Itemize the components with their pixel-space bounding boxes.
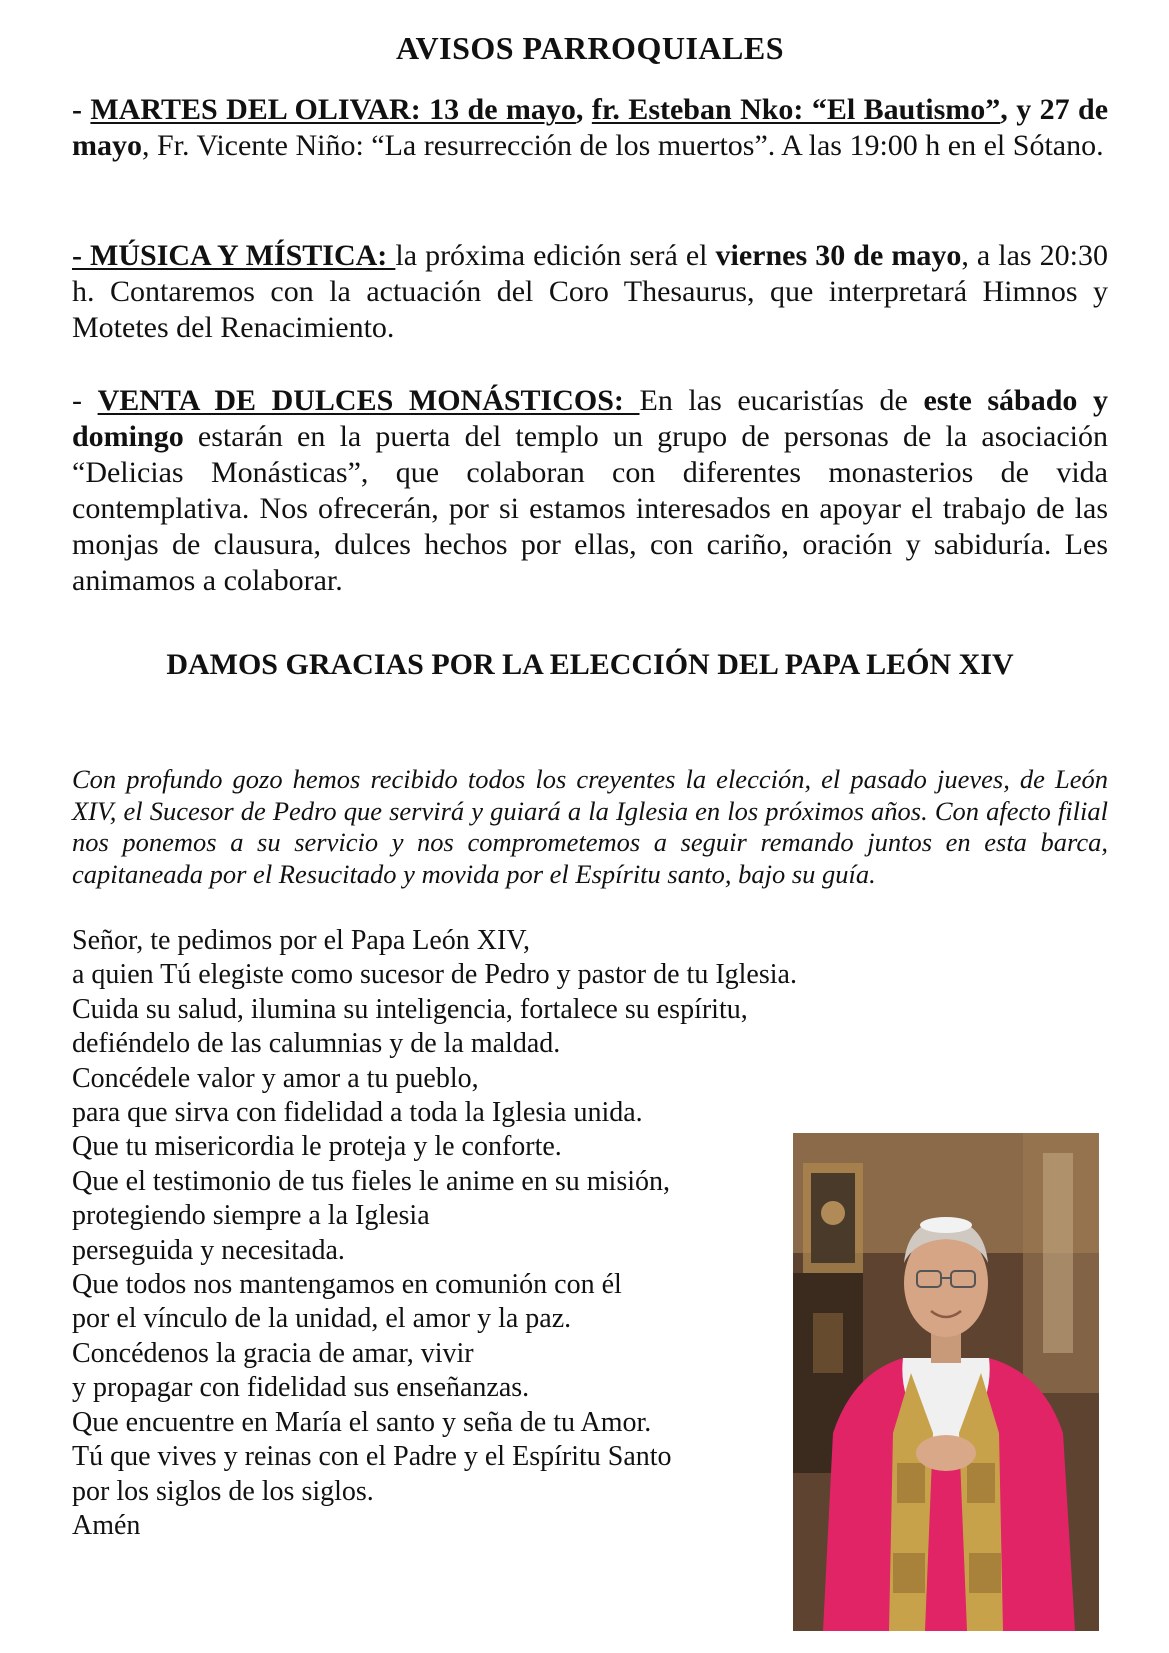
prayer-line: Tú que vives y reinas con el Padre y el Espíritu Santo bbox=[72, 1441, 672, 1473]
prayer-line: protegiendo siempre a la Iglesia bbox=[72, 1200, 430, 1232]
prayer-line: Concédenos la gracia de amar, vivir bbox=[72, 1337, 474, 1369]
notice-venta-dulces bbox=[72, 383, 1108, 599]
prayer-line: perseguida y necesitada. bbox=[72, 1234, 345, 1266]
notice-speaker: fr. Esteban Nko: “El Bautismo” bbox=[591, 93, 1001, 126]
prayer-line: por los siglos de los siglos. bbox=[72, 1475, 374, 1507]
notice-separator: , y bbox=[1000, 93, 1040, 126]
prayer-line: Que el testimonio de tus fieles le anime en su misión, bbox=[72, 1165, 670, 1197]
notice-dash: - bbox=[72, 384, 98, 417]
notice-heading: - MÚSICA Y MÍSTICA: bbox=[72, 239, 396, 272]
notice-text: estarán en la puerta del templo un grupo de personas de la asociación “Delicias Monásticas”, que colaboran con diferentes monasterios de vida contemplativa. Nos ofrecerán, por si estamos interesados en apoyar el trabajo de las monjas de clausura, dulces hechos por ellas, con cariño, oración y sabiduría. Les animamos a colaborar. bbox=[72, 420, 1108, 597]
pope-portrait-image bbox=[793, 1133, 1099, 1631]
page-title: AVISOS PARROQUIALES bbox=[396, 30, 784, 66]
notice-text: En las eucaristías de bbox=[639, 384, 924, 417]
notice-heading: MARTES DEL OLIVAR: 13 de mayo bbox=[90, 93, 576, 126]
prayer-line: Amén bbox=[72, 1509, 141, 1541]
prayer-line: por el vínculo de la unidad, el amor y la paz. bbox=[72, 1303, 572, 1335]
notice-martes-del-olivar bbox=[72, 92, 1108, 164]
prayer-line: Concédele valor y amor a tu pueblo, bbox=[72, 1062, 479, 1094]
notice-date: 27 de mayo bbox=[72, 93, 1109, 162]
prayer-line: a quien Tú elegiste como sucesor de Pedro y pastor de tu Iglesia. bbox=[72, 959, 797, 991]
notice-separator: , bbox=[575, 93, 592, 126]
notice-musica-y-mistica bbox=[72, 238, 1108, 346]
notice-heading: VENTA DE DULCES MONÁSTICOS: bbox=[97, 384, 640, 417]
notice-text: , Fr. Vicente Niño: “La resurrección de los muertos”. A las 19:00 h en el Sótano. bbox=[142, 129, 1104, 162]
notice-text: la próxima edición será el bbox=[395, 239, 716, 272]
pope-photo bbox=[793, 1133, 1099, 1631]
prayer-line: y propagar con fidelidad sus enseñanzas. bbox=[72, 1372, 530, 1404]
section-title: DAMOS GRACIAS POR LA ELECCIÓN DEL PAPA LEÓN XIV bbox=[166, 648, 1014, 681]
intro-paragraph: Con profundo gozo hemos recibido todos los creyentes la elección, el pasado jueves, de León XIV, el Sucesor de Pedro que servirá y guiará a la Iglesia en los próximos años. Con afecto filial nos ponemos a su servicio y nos comprometemos a seguir remando juntos en esta barca, capitaneada por el Resucitado y movida por el Espíritu santo, bajo su guía. bbox=[72, 764, 1108, 889]
prayer-line: defiéndelo de las calumnias y de la maldad. bbox=[72, 1028, 561, 1060]
prayer-line: Que tu misericordia le proteja y le conforte. bbox=[72, 1131, 562, 1163]
prayer-line: Señor, te pedimos por el Papa León XIV, bbox=[72, 925, 530, 956]
notice-date: viernes 30 de mayo bbox=[715, 239, 962, 272]
notice-dash: - bbox=[72, 93, 91, 126]
prayer-line: Que encuentre en María el santo y seña de tu Amor. bbox=[72, 1406, 652, 1438]
prayer-line: para que sirva con fidelidad a toda la Iglesia unida. bbox=[72, 1097, 643, 1129]
prayer bbox=[72, 924, 797, 1543]
notice-days: este sábado y domingo bbox=[72, 384, 1108, 453]
prayer-line: Cuida su salud, ilumina su inteligencia, fortalece su espíritu, bbox=[72, 993, 748, 1025]
prayer-line: Que todos nos mantengamos en comunión con él bbox=[72, 1269, 622, 1301]
notice-text: , a las 20:30 h. Contaremos con la actuación del Coro Thesaurus, que interpretará Himnos y Motetes del Renacimiento. bbox=[72, 239, 1108, 344]
